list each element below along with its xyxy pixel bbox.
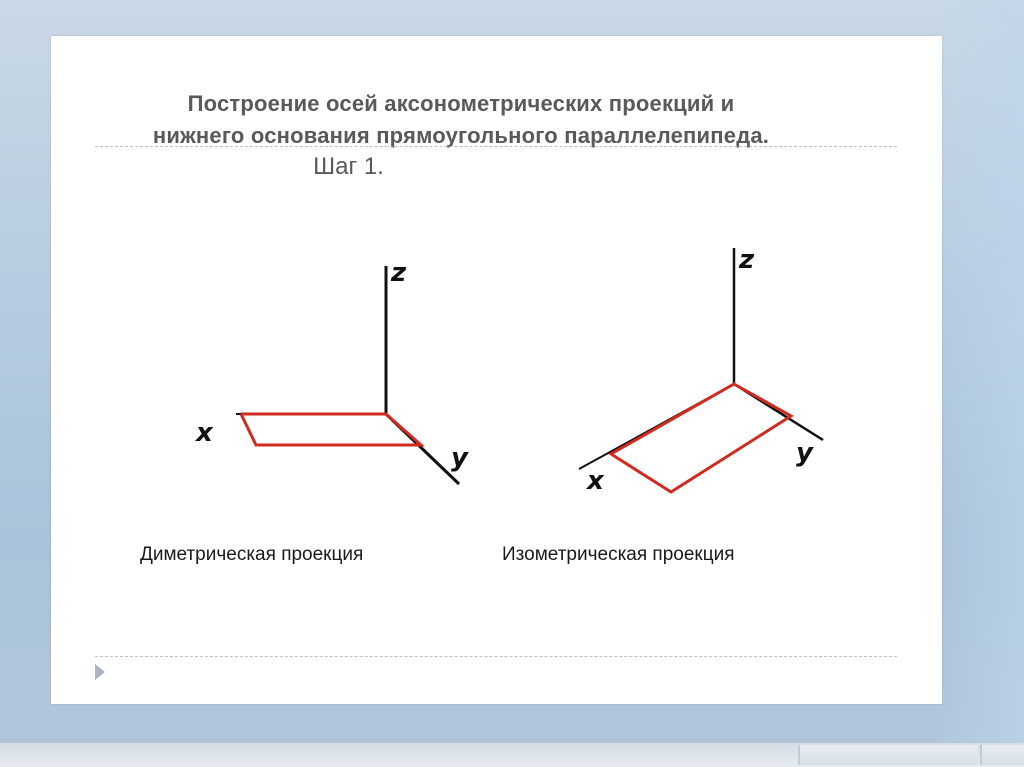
background-glow bbox=[934, 0, 1024, 767]
dimetric-y-label: y bbox=[451, 443, 468, 473]
title-line-1: Построение осей аксонометрических проекций и bbox=[187, 91, 735, 116]
slide bbox=[51, 36, 942, 704]
triangle-right-icon[interactable] bbox=[95, 664, 105, 680]
bottom-strip bbox=[0, 743, 1024, 767]
bottom-strip-segment bbox=[798, 745, 978, 765]
dimetric-base bbox=[241, 414, 421, 445]
title-line-2: нижнего основания прямоугольного параллелепипеда. bbox=[152, 123, 770, 148]
step-label: Шаг 1. bbox=[313, 153, 384, 180]
isometric-base bbox=[611, 384, 791, 492]
isometric-z-label: z bbox=[739, 245, 755, 275]
dimetric-caption: Диметрическая проекция bbox=[140, 544, 364, 565]
dimetric-z-label: z bbox=[391, 258, 407, 288]
axonometric-diagrams bbox=[51, 36, 942, 704]
bottom-strip-segment bbox=[980, 745, 1024, 765]
footer-divider bbox=[95, 656, 897, 657]
isometric-y-label: y bbox=[796, 438, 813, 468]
dimetric-diagram bbox=[194, 258, 469, 484]
dimetric-x-label: x bbox=[196, 418, 213, 448]
isometric-caption: Изометрическая проекция bbox=[502, 544, 735, 565]
isometric-diagram bbox=[579, 245, 823, 496]
isometric-x-label: x bbox=[587, 466, 604, 496]
